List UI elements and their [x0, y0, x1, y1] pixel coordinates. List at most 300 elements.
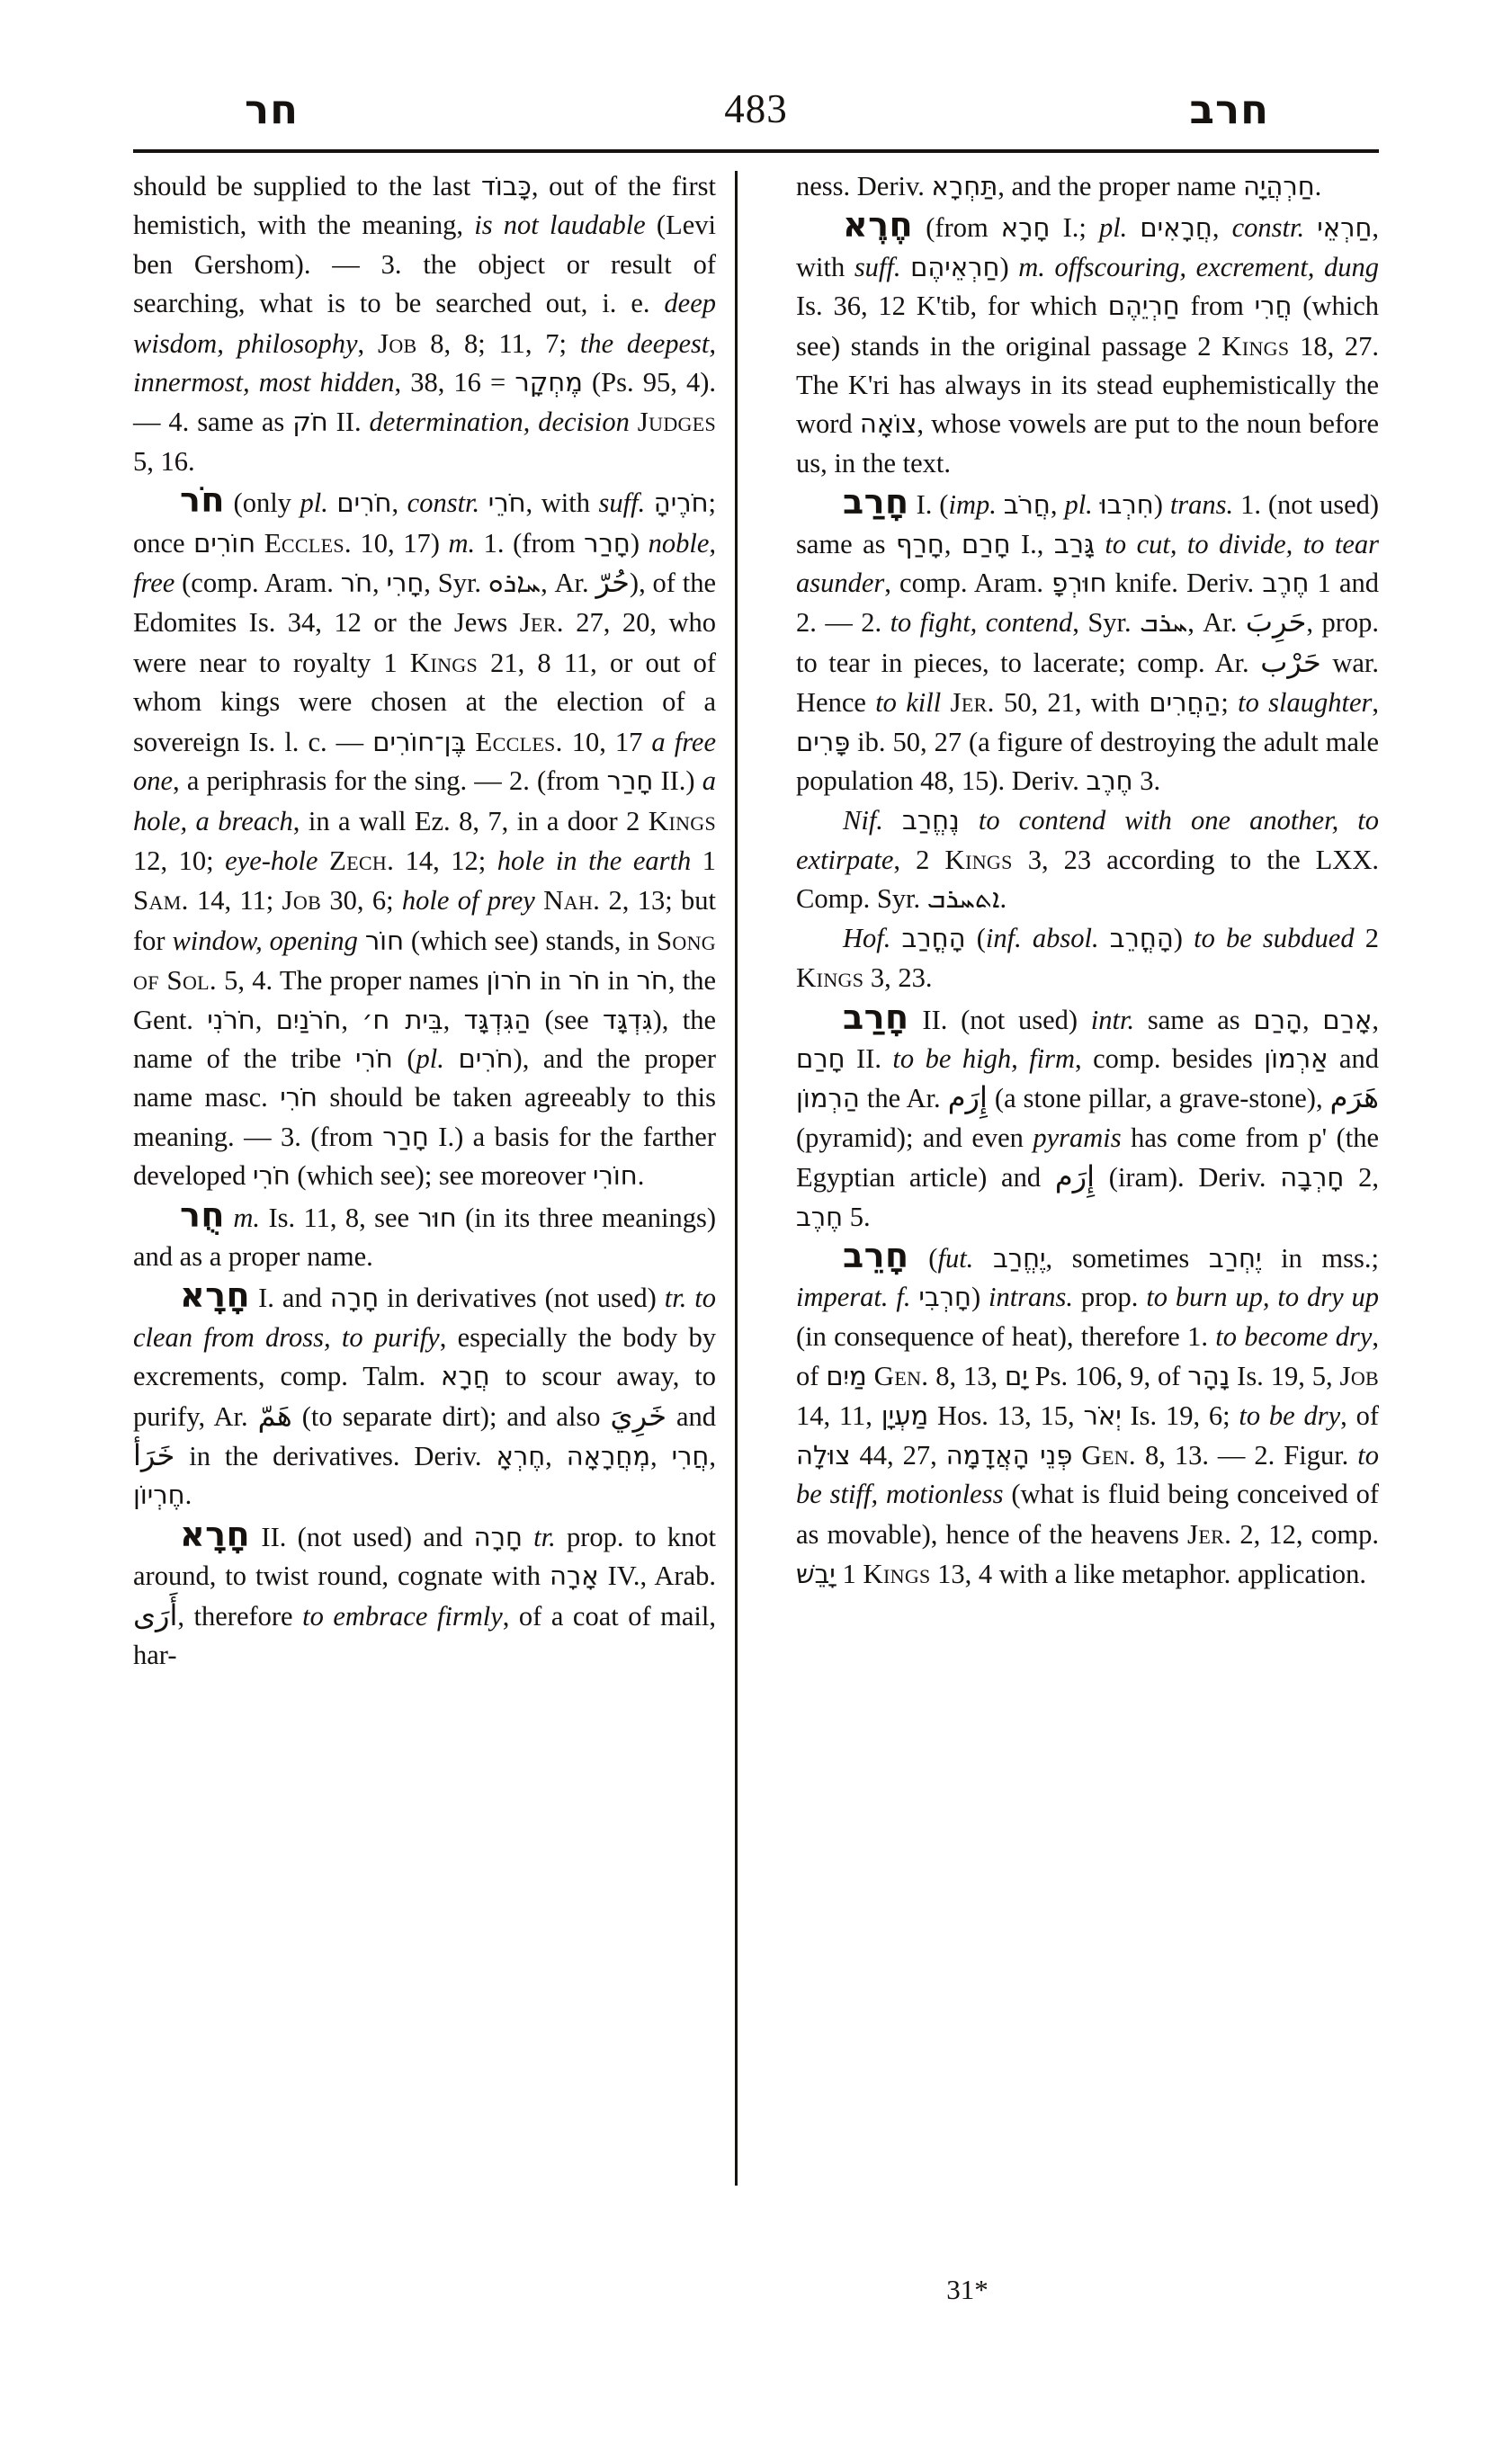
- body-text: (which see) stands, in: [404, 925, 657, 956]
- body-text: ): [1173, 922, 1194, 953]
- hebrew-word: חֶרְאָ: [496, 1441, 546, 1471]
- body-text: , of a coat of mail, har-: [133, 1600, 716, 1671]
- body-text: ,: [443, 1004, 464, 1035]
- body-text: (which see); see moreover: [290, 1160, 593, 1192]
- hebrew-word: פְּנֵי הָאֲדָמָה: [945, 1440, 1073, 1471]
- body-text: ,: [357, 327, 378, 359]
- body-text: 14, 12;: [394, 845, 497, 876]
- body-text: 10, 17: [562, 726, 652, 757]
- gloss-italic: constr.: [407, 487, 480, 519]
- body-text: 2, 12, comp.: [1231, 1518, 1379, 1550]
- body-text: I. (: [908, 489, 949, 521]
- body-text: knife. Deriv.: [1106, 568, 1263, 599]
- hebrew-word: חֶרֶב: [1262, 568, 1310, 599]
- gloss-italic: to burn up, to dry up: [1146, 1282, 1379, 1313]
- gloss-italic: suff.: [854, 251, 901, 282]
- hebrew-word: חֹרִי: [280, 1082, 318, 1113]
- dictionary-entry: [133, 481, 716, 1195]
- body-text: [1304, 212, 1317, 243]
- arabic-word: هَمّ: [257, 1398, 292, 1433]
- dictionary-entry: [796, 206, 1379, 483]
- gloss-italic: a free one: [133, 726, 717, 797]
- body-text: , a periphrasis for the sing. — 2. (from: [173, 765, 607, 797]
- body-text: 5, 16.: [133, 445, 195, 477]
- hebrew-word: יָבֵשׁ: [796, 1559, 836, 1590]
- hebrew-word: מַעְיָן: [881, 1399, 929, 1431]
- scripture-reference: Jer.: [950, 686, 995, 719]
- scripture-reference: Kings: [944, 843, 1013, 875]
- right-column: [776, 167, 1379, 1675]
- body-text: II.: [327, 407, 370, 438]
- dictionary-entry: [133, 1276, 716, 1515]
- hebrew-word: חֹרִי: [354, 1042, 393, 1074]
- body-text: has come from p' (the Egyptian article) and: [796, 1122, 1380, 1194]
- arabic-word: خَرَأ: [133, 1438, 175, 1472]
- syriac-word: ܚܪܒ: [1140, 607, 1188, 639]
- hebrew-word: חֹרֹנַיִם: [275, 1004, 342, 1035]
- hebrew-word: נֶחֱרַב: [902, 804, 960, 836]
- header-rule: [133, 149, 1379, 153]
- body-text: , 2: [893, 844, 945, 875]
- body-text: (pyramid); and even: [796, 1122, 1033, 1153]
- body-text: 14, 11,: [796, 1399, 881, 1431]
- hebrew-word: חַרְאֵיהֶם: [910, 251, 1000, 282]
- running-head-left-hebrew: חר: [245, 85, 300, 133]
- body-text: [941, 687, 950, 718]
- body-text: Is. 19, 5,: [1230, 1361, 1340, 1392]
- gloss-italic: suff.: [598, 487, 646, 519]
- gloss-italic: a hole, a breach: [133, 765, 716, 836]
- body-text: (from: [913, 212, 1001, 244]
- hebrew-word: חֶרְיוֹן: [133, 1480, 185, 1511]
- gloss-italic: noble, free: [133, 527, 716, 599]
- body-text: , prop. to tear in pieces, to lacerate; comp. Ar.: [796, 607, 1380, 678]
- hebrew-word: מְחֲרָאָה: [566, 1441, 651, 1471]
- scripture-reference: Zech.: [328, 844, 395, 876]
- body-text: , therefore: [177, 1600, 303, 1632]
- hebrew-word: חַרְהֲיָה: [1242, 171, 1315, 201]
- hebrew-word: גִּדְגָּד: [603, 1004, 653, 1035]
- column-gutter: [736, 167, 776, 1675]
- gloss-italic: to cut, to divide, to tear asunder: [796, 528, 1380, 599]
- body-text: same as: [1134, 1004, 1254, 1035]
- body-text: 8, 13. — 2. Figur.: [1135, 1440, 1358, 1471]
- body-text: (: [908, 1242, 938, 1274]
- scripture-reference: Eccles.: [264, 526, 352, 559]
- body-text: 50, 21, with: [994, 687, 1150, 719]
- hebrew-word: חָרַר: [584, 527, 631, 559]
- gloss-italic: to slaughter: [1238, 687, 1373, 719]
- headword-hebrew: חֶרֶא: [843, 205, 914, 246]
- body-text: ,: [1050, 489, 1065, 521]
- body-text: 1. (from: [475, 527, 585, 559]
- body-text: 44, 27,: [850, 1440, 946, 1471]
- running-head-right-hebrew: חרב: [1189, 85, 1269, 133]
- gloss-italic: hole in the earth: [497, 845, 692, 876]
- body-text: IV., Arab.: [598, 1560, 717, 1592]
- left-column: [133, 167, 736, 1675]
- gloss-italic: tr.: [533, 1521, 556, 1552]
- body-text: , out of the first hemistich, with the meaning,: [133, 171, 716, 241]
- body-text: [225, 1203, 233, 1233]
- gloss-italic: to kill: [875, 687, 942, 719]
- body-text: , especially the body by excrements, comp. Talm.: [133, 1321, 717, 1392]
- body-text: II.: [845, 1042, 893, 1074]
- hebrew-word: יָם: [1005, 1361, 1028, 1392]
- hebrew-word: חָרָא: [1000, 212, 1051, 244]
- body-text: prop. to knot around, to twist round, cognate with: [133, 1521, 717, 1592]
- body-text: 1: [835, 1559, 863, 1590]
- body-text: ), of the Edomites Is. 34, 12 or the Jews: [133, 568, 717, 639]
- scripture-reference: Gen.: [873, 1360, 929, 1392]
- hebrew-word: חָרִי: [386, 568, 425, 599]
- body-text: ): [1153, 489, 1170, 521]
- body-text: (only: [224, 487, 300, 519]
- body-text: 10, 17): [351, 527, 449, 559]
- hebrew-word: הַחֲרִים: [1149, 687, 1221, 719]
- entry-continuation: [796, 167, 1379, 206]
- hebrew-word: מַיִם: [826, 1361, 867, 1392]
- body-text: ), the name of the tribe: [133, 1004, 717, 1074]
- dictionary-entry: [796, 801, 1379, 919]
- body-text: ,: [1372, 687, 1380, 719]
- body-text: (in its three meanings) and as a proper name.: [133, 1202, 717, 1272]
- dictionary-entry: [796, 919, 1379, 998]
- hebrew-word: הָחֳרַב: [901, 922, 966, 953]
- hebrew-word: חֹרוֹן: [486, 965, 532, 997]
- arabic-word: أَرَى: [133, 1597, 178, 1632]
- scripture-reference: Job: [282, 884, 322, 917]
- body-text: [1095, 529, 1105, 559]
- body-text: [883, 805, 902, 836]
- body-text: Is. 36, 12 K'tib, for which: [796, 291, 1108, 322]
- headword-hebrew: חָרַב: [843, 482, 909, 523]
- headword-hebrew: חָרֵב: [843, 1235, 909, 1275]
- body-text: [1099, 923, 1110, 953]
- gloss-italic: to become dry: [1215, 1320, 1373, 1352]
- hebrew-word: חוֹר: [364, 925, 405, 956]
- gloss-italic: fut.: [937, 1242, 974, 1274]
- body-text: ,: [1212, 212, 1232, 244]
- body-text: II. (not used) and: [250, 1521, 474, 1552]
- gloss-italic: hole of prey: [401, 885, 535, 917]
- body-text: ): [971, 1282, 989, 1313]
- gloss-italic: imperat. f.: [796, 1282, 911, 1313]
- body-text: (iram). Deriv.: [1095, 1162, 1281, 1194]
- body-text: ; once: [133, 487, 717, 559]
- body-text: , of: [1340, 1399, 1379, 1431]
- gloss-italic: Hof.: [843, 922, 891, 953]
- body-text: ib. 50, 27 (a figure of destroying the adult male population 48, 15). Deriv.: [796, 726, 1379, 797]
- body-text: 1. (not used) same as: [796, 489, 1380, 559]
- hebrew-word: חוֹרִי: [592, 1160, 638, 1192]
- body-text: and: [1328, 1042, 1379, 1074]
- body-text: war. Hence: [796, 647, 1379, 719]
- body-text: should be taken agreeably to this meaning. — 3. (from: [133, 1082, 716, 1152]
- hebrew-word: הַגִּדְגָּד: [463, 1004, 532, 1035]
- gloss-italic: deep wisdom, philosophy: [133, 288, 716, 359]
- gloss-italic: trans.: [1169, 489, 1234, 521]
- gloss-italic: is not laudable: [474, 210, 646, 241]
- dictionary-entry: [133, 1196, 716, 1277]
- body-text: in: [600, 965, 637, 997]
- body-text: ,: [255, 1004, 276, 1035]
- hebrew-word: חָרָה: [329, 1283, 380, 1314]
- body-text: in derivatives (not used): [379, 1283, 665, 1314]
- page-number: 483: [724, 86, 788, 131]
- body-text: ,: [341, 1004, 362, 1035]
- body-text: , with: [796, 212, 1380, 282]
- scripture-reference: Judges: [637, 406, 716, 438]
- body-text: , sometimes: [1045, 1242, 1209, 1274]
- body-text: 30, 6;: [321, 885, 402, 917]
- gloss-italic: pl.: [1064, 489, 1093, 521]
- scripture-reference: Job: [1339, 1360, 1380, 1392]
- hebrew-word: אָרָה: [549, 1560, 599, 1592]
- body-text: 8, 8; 11, 7;: [416, 327, 580, 359]
- scripture-reference: Kings: [863, 1558, 931, 1590]
- body-text: [479, 487, 488, 518]
- hebrew-word: חוּרְפָ: [1051, 568, 1107, 599]
- gloss-italic: pl.: [416, 1042, 444, 1074]
- hebrew-word: צוֹאָה: [859, 408, 917, 440]
- gloss-italic: imp.: [948, 489, 997, 521]
- gloss-italic: Nif.: [843, 804, 883, 836]
- body-text: .: [1314, 171, 1322, 201]
- hebrew-word: חֹרִי: [252, 1160, 291, 1192]
- body-text: [535, 885, 543, 916]
- body-text: [997, 489, 1004, 520]
- headword-hebrew: חָרָא: [180, 1514, 251, 1554]
- body-text: ,: [391, 487, 407, 519]
- body-text: ,: [709, 1441, 717, 1471]
- body-text: , the Gent.: [133, 965, 716, 1035]
- body-text: .: [637, 1160, 645, 1192]
- body-text: (see: [531, 1004, 604, 1035]
- body-text: , whose vowels are put to the noun before us, in the text.: [796, 408, 1379, 478]
- body-text: [867, 1361, 874, 1391]
- body-text: (what is fluid being conceived of as movable), hence of the heavens: [796, 1479, 1380, 1550]
- scripture-reference: Gen.: [1081, 1439, 1136, 1471]
- arabic-word: إِرَم: [947, 1080, 988, 1115]
- scripture-reference: Kings: [1221, 329, 1290, 362]
- body-text: , Syr.: [1072, 607, 1141, 639]
- body-text: I.) a basis for the farther developed: [133, 1121, 717, 1192]
- body-text: in the derivatives. Deriv.: [174, 1441, 497, 1471]
- gloss-italic: tr. to clean from dross, to purify: [133, 1283, 717, 1353]
- hebrew-word: הָרַם: [1253, 1004, 1302, 1035]
- gloss-italic: m.: [233, 1202, 261, 1233]
- body-text: 2, 13; but for: [133, 885, 716, 956]
- body-text: [901, 252, 911, 282]
- body-text: 2: [1354, 922, 1379, 953]
- body-text: , 38, 16 =: [394, 367, 515, 398]
- hebrew-word: חָרָה: [473, 1521, 523, 1552]
- scripture-reference: Kings: [409, 646, 479, 678]
- entry-continuation: [133, 167, 716, 481]
- hebrew-word: חֲרִי: [671, 1441, 710, 1471]
- text-columns: [133, 167, 1379, 1675]
- hebrew-word: חֹרֵי: [488, 487, 526, 519]
- hebrew-word: חוּר: [417, 1202, 457, 1233]
- hebrew-word: חֲרֹב: [1003, 489, 1051, 521]
- body-text: , of: [796, 1320, 1379, 1392]
- body-text: to scour away, to purify, Ar.: [133, 1361, 716, 1432]
- gloss-italic: m.: [448, 527, 476, 559]
- hebrew-word: מֶחְקָר: [514, 367, 583, 398]
- gloss-italic: to be dry: [1239, 1399, 1341, 1431]
- body-text: 3.: [1132, 765, 1161, 797]
- gloss-italic: pl.: [1098, 212, 1128, 244]
- headword-hebrew: חָרָא: [180, 1275, 251, 1316]
- running-head: [135, 67, 1377, 133]
- body-text: 5, 4. The proper names: [216, 965, 487, 997]
- hebrew-word: חָרַר: [382, 1121, 429, 1152]
- body-text: 27, 20, who were near to royalty 1: [133, 607, 716, 678]
- body-text: 5.: [843, 1201, 871, 1232]
- body-text: 1: [691, 845, 717, 876]
- scripture-reference: Jer.: [1187, 1517, 1232, 1550]
- body-text: [1093, 489, 1100, 520]
- body-text: [1072, 1440, 1081, 1471]
- body-text: should be supplied to the last: [133, 171, 481, 201]
- body-text: , with: [525, 487, 599, 519]
- hebrew-word: בֶּן־חוֹרִים: [372, 726, 467, 757]
- scripture-reference: Nah.: [543, 884, 601, 917]
- body-text: 1 and 2. — 2.: [796, 568, 1379, 639]
- arabic-word: حَرْب: [1260, 644, 1321, 679]
- gloss-italic: window, opening: [172, 925, 358, 956]
- body-text: (: [392, 1042, 416, 1074]
- body-text: 18, 27. The K'ri has always in its stead euphemistically the word: [796, 330, 1380, 440]
- body-text: 8, 13,: [928, 1361, 1006, 1392]
- headword-hebrew: חֹר: [180, 480, 225, 521]
- hebrew-word: חִרְבוּ: [1099, 489, 1154, 521]
- hebrew-word: הַרְמוֹן: [796, 1083, 860, 1114]
- body-text: , Syr.: [424, 568, 488, 599]
- body-text: ,: [1372, 1004, 1379, 1035]
- hebrew-word: חֹרִים: [458, 1042, 514, 1074]
- dictionary-entry: [133, 1516, 716, 1676]
- gloss-italic: m. offscouring, excrement, dung: [1018, 251, 1379, 282]
- body-text: Hos. 13, 15,: [928, 1399, 1084, 1431]
- body-text: [358, 925, 365, 956]
- body-text: (in consequence of heat), therefore 1.: [796, 1320, 1216, 1352]
- body-text: 3, 23 according to the LXX. Comp. Syr.: [796, 844, 1379, 915]
- body-text: (Levi ben Gershom). — 3. the object or result of searching, what is to be searched out, i. e.: [133, 210, 716, 319]
- body-text: ,: [944, 528, 962, 559]
- body-text: 21, 8 11, or out of whom kings were chosen at the election of a sovereign Is. l. c. —: [133, 647, 717, 757]
- gloss-italic: to fight, contend: [890, 607, 1073, 639]
- hebrew-word: חַרְיֵהֶם: [1107, 291, 1180, 322]
- hebrew-word: אָרַם: [1322, 1004, 1373, 1035]
- signature-text: 31*: [946, 2274, 989, 2305]
- body-text: (to separate dirt); and also: [291, 1400, 611, 1432]
- gloss-italic: to be stiff, motionless: [796, 1440, 1380, 1510]
- body-text: [328, 487, 337, 518]
- body-text: ness. Deriv.: [796, 171, 932, 201]
- dictionary-entry: [796, 483, 1379, 800]
- hebrew-word: גָּרַב: [1053, 528, 1095, 559]
- gloss-italic: to contend with one another, to extirpate: [796, 804, 1380, 875]
- body-text: 2,: [1344, 1162, 1379, 1194]
- body-text: II. (not used): [908, 1004, 1091, 1035]
- gloss-italic: eye-hole: [225, 845, 318, 876]
- gloss-italic: the deepest, innermost, most hidden: [133, 327, 716, 398]
- body-text: 14, 11;: [188, 885, 282, 917]
- body-text: 12, 10;: [133, 845, 226, 876]
- arabic-word: خَرِيَ: [610, 1398, 667, 1433]
- hebrew-word: חֶרֶב: [796, 1201, 844, 1232]
- scripture-reference: Job: [377, 326, 417, 359]
- hebrew-word: חָרַם: [961, 528, 1011, 559]
- headword-hebrew: חָרַב: [843, 997, 909, 1037]
- arabic-word: حَرِبَ: [1245, 604, 1307, 639]
- page-signature: [0, 2274, 1512, 2306]
- body-text: Is. 11, 8, see: [260, 1202, 418, 1233]
- gloss-italic: determination, decision: [369, 407, 630, 438]
- hebrew-word: תַּחְרָא: [931, 171, 998, 201]
- hebrew-word: צוּלָה: [796, 1440, 851, 1471]
- hebrew-word: חָרְבָה: [1280, 1162, 1345, 1194]
- body-text: ): [999, 251, 1019, 282]
- hebrew-word: חוֹרִים: [193, 527, 256, 559]
- hebrew-word: הָחֳרֵב: [1109, 922, 1174, 953]
- gloss-italic: to embrace firmly: [302, 1600, 503, 1632]
- body-text: in mss.;: [1261, 1242, 1379, 1274]
- syriac-word: ܐܬܚܪܒ: [926, 883, 1000, 916]
- hebrew-word: יְאֹר: [1083, 1399, 1122, 1431]
- body-text: (Ps. 95, 4). — 4. same as: [133, 367, 716, 438]
- body-text: I.,: [1010, 528, 1054, 559]
- body-text: [960, 805, 979, 836]
- body-text: the Ar.: [859, 1083, 948, 1114]
- body-text: [466, 727, 475, 757]
- body-text: Is. 19, 6;: [1121, 1399, 1239, 1431]
- gloss-italic: to be subdued: [1194, 922, 1355, 953]
- body-text: (: [965, 922, 986, 953]
- body-text: ;: [1221, 687, 1239, 719]
- body-text: (which see) stands in the original passage 2: [796, 291, 1379, 362]
- body-text: [318, 845, 329, 876]
- body-text: .: [999, 883, 1007, 915]
- body-text: (comp. Aram.: [174, 568, 341, 599]
- body-text: ,: [1302, 1004, 1323, 1035]
- body-text: , comp. besides: [1075, 1042, 1265, 1074]
- body-text: [630, 407, 638, 437]
- body-text: , comp. Aram.: [884, 568, 1052, 599]
- body-text: [645, 487, 654, 518]
- arabic-word: هَرَم: [1329, 1080, 1379, 1115]
- hebrew-word: חֹרֶיהָ: [653, 487, 709, 519]
- hebrew-word: חֹרִים: [336, 487, 392, 519]
- hebrew-word: חֶרֶב: [1086, 765, 1133, 797]
- scripture-reference: Eccles.: [475, 725, 563, 757]
- body-text: (a stone pillar, a grave-stone),: [987, 1083, 1330, 1114]
- body-text: , in a wall Ez. 8, 7, in a door 2: [292, 805, 649, 836]
- body-text: [890, 923, 901, 953]
- gloss-italic: pyramis: [1033, 1122, 1122, 1153]
- hebrew-word: חָרַם: [796, 1042, 845, 1074]
- body-text: ,: [372, 568, 387, 599]
- hebrew-word: פָּרִים: [796, 726, 851, 757]
- body-text: [973, 1243, 993, 1274]
- hebrew-word: חֹר: [636, 965, 668, 997]
- scripture-reference: Kings: [648, 804, 717, 836]
- body-text: in: [532, 965, 568, 997]
- body-text: II.): [653, 765, 702, 797]
- hebrew-word: חָרְבִי: [918, 1282, 971, 1313]
